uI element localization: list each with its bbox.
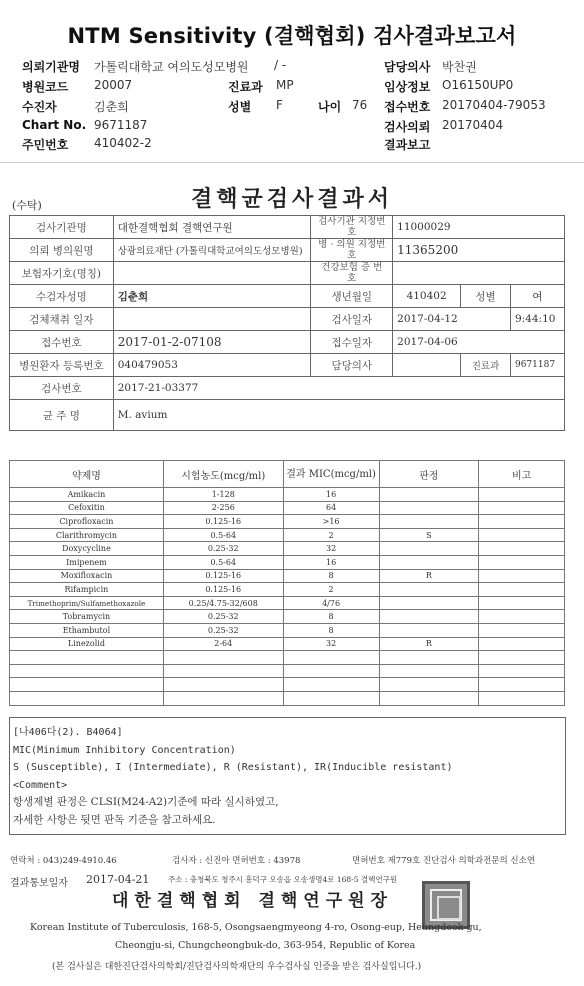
table-row bbox=[10, 637, 565, 651]
sensitivity-cell: Clarithromycin bbox=[10, 528, 164, 542]
info-value: 2017-04-06 bbox=[393, 331, 565, 354]
sensitivity-cell: 0.5-64 bbox=[163, 555, 283, 569]
info-label: 병 · 의원 지정번호 bbox=[311, 239, 393, 262]
sensitivity-cell bbox=[479, 542, 565, 556]
footer-specialist: 면허번호 제779호 진단검사 의학과전문의 신소연 bbox=[352, 856, 536, 866]
header-label: 담당의사 bbox=[384, 60, 431, 74]
table-row bbox=[10, 528, 565, 542]
info-value bbox=[393, 354, 461, 377]
sensitivity-cell: 0.125-16 bbox=[163, 583, 283, 597]
table-row bbox=[10, 664, 565, 678]
info-label: 접수일자 bbox=[311, 331, 393, 354]
header-label: 검사의뢰 bbox=[384, 120, 431, 134]
footer-report-date: 2017-04-21 bbox=[86, 873, 150, 886]
header-label: 병원코드 bbox=[22, 80, 69, 94]
sensitivity-cell: R bbox=[379, 569, 479, 583]
sensitivity-cell: 0.5-64 bbox=[163, 528, 283, 542]
info-label: 검사일자 bbox=[311, 308, 393, 331]
note-line: <Comment> bbox=[13, 779, 68, 791]
note-line: 항생제별 판정은 CLSI(M24-A2)기준에 따라 실시하였고, bbox=[13, 796, 279, 808]
certification-note: (본 검사실은 대한진단검사의학회/진단검사의학재단의 우수검사실 인증을 받은 검사실입니다.) bbox=[52, 962, 422, 972]
sensitivity-cell: Trimethoprim/Sulfamethoxazole bbox=[10, 596, 164, 610]
info-label: 균 주 명 bbox=[10, 400, 114, 431]
note-line: [나406다(2). B4064] bbox=[13, 727, 123, 738]
sensitivity-cell bbox=[479, 596, 565, 610]
sensitivity-cell: Cefoxitin bbox=[10, 501, 164, 515]
scan-title: 결핵균검사결과서 bbox=[190, 186, 394, 212]
sensitivity-cell bbox=[163, 678, 283, 692]
info-label: 보험자기호(명칭) bbox=[10, 262, 114, 285]
header-info bbox=[22, 58, 572, 154]
sensitivity-cell bbox=[479, 651, 565, 665]
sensitivity-cell: 2-256 bbox=[163, 501, 283, 515]
info-value: 9:44:10 bbox=[510, 308, 564, 331]
sensitivity-cell bbox=[163, 691, 283, 705]
info-value: 410402 bbox=[393, 285, 461, 308]
header-label: 결과보고 bbox=[384, 138, 431, 152]
sensitivity-cell bbox=[379, 678, 479, 692]
sensitivity-cell: Moxifloxacin bbox=[10, 569, 164, 583]
sensitivity-cell: 32 bbox=[283, 542, 379, 556]
info-table bbox=[9, 215, 565, 431]
sensitivity-cell: S bbox=[379, 528, 479, 542]
sensitivity-cell: 0.25-32 bbox=[163, 623, 283, 637]
sensitivity-cell: 16 bbox=[283, 488, 379, 502]
sensitivity-cell bbox=[379, 691, 479, 705]
sensitivity-cell bbox=[379, 583, 479, 597]
sensitivity-cell bbox=[379, 651, 479, 665]
info-label: 생년월일 bbox=[311, 285, 393, 308]
institute-name: 대한결핵협회 결핵연구원장 bbox=[112, 891, 393, 911]
sensitivity-cell bbox=[479, 678, 565, 692]
info-label: 담당의사 bbox=[311, 354, 393, 377]
divider bbox=[0, 162, 584, 163]
info-label: 수검자성명 bbox=[10, 285, 114, 308]
sensitivity-cell: 4/76 bbox=[283, 596, 379, 610]
sensitivity-cell: 8 bbox=[283, 569, 379, 583]
info-value: 040479053 bbox=[113, 354, 311, 377]
sensitivity-cell bbox=[379, 542, 479, 556]
info-label: 검사기관 지정번호 bbox=[311, 216, 393, 239]
sensitivity-cell bbox=[379, 610, 479, 624]
report-title: NTM Sensitivity (결핵협회) 검사결과보고서 bbox=[67, 24, 517, 48]
sensitivity-cell bbox=[479, 664, 565, 678]
sensitivity-cell bbox=[10, 691, 164, 705]
scan-stamp: (수탁) bbox=[12, 199, 42, 212]
info-value: M. avium bbox=[113, 400, 564, 431]
table-row bbox=[10, 596, 565, 610]
header-label: Chart No. bbox=[22, 118, 87, 132]
info-label: 병원환자 등록번호 bbox=[10, 354, 114, 377]
sensitivity-cell bbox=[479, 528, 565, 542]
table-row bbox=[10, 691, 565, 705]
sensitivity-cell bbox=[479, 555, 565, 569]
header-label: 임상정보 bbox=[384, 80, 431, 94]
info-value bbox=[113, 262, 311, 285]
table-row bbox=[10, 555, 565, 569]
sensitivity-cell: 2-64 bbox=[163, 637, 283, 651]
header-label: 성별 bbox=[228, 100, 252, 114]
info-label: 건강보험 증 번 호 bbox=[311, 262, 393, 285]
sensitivity-cell bbox=[379, 515, 479, 529]
sensitivity-cell bbox=[479, 583, 565, 597]
sensitivity-cell: 0.125-16 bbox=[163, 569, 283, 583]
sensitivity-cell bbox=[479, 637, 565, 651]
sensitivity-cell bbox=[479, 691, 565, 705]
info-label: 검사번호 bbox=[10, 377, 114, 400]
header-value: 9671187 bbox=[94, 118, 148, 132]
note-line: S (Susceptible), I (Intermediate), R (Resistant), IR(Inducible resistant) bbox=[13, 762, 453, 773]
sensitivity-cell: Ethambutol bbox=[10, 623, 164, 637]
info-value: 11000029 bbox=[393, 216, 565, 239]
table-row bbox=[10, 488, 565, 502]
table-row bbox=[10, 678, 565, 692]
table-row bbox=[10, 583, 565, 597]
sensitivity-cell: 32 bbox=[283, 637, 379, 651]
sensitivity-cell: 64 bbox=[283, 501, 379, 515]
sensitivity-cell bbox=[379, 501, 479, 515]
sensitivity-header-row bbox=[10, 461, 565, 488]
info-value: 2017-21-03377 bbox=[113, 377, 564, 400]
sensitivity-cell bbox=[283, 664, 379, 678]
header-value: 가톨릭대학교 여의도성모병원 bbox=[94, 60, 249, 74]
table-row bbox=[10, 515, 565, 529]
sensitivity-cell bbox=[10, 664, 164, 678]
header-label: 나이 bbox=[318, 100, 342, 114]
sensitivity-cell: Imipenem bbox=[10, 555, 164, 569]
table-row bbox=[10, 610, 565, 624]
footer-contact: 연락처 : 043)249-4910.46 bbox=[10, 856, 117, 866]
sensitivity-header-cell: 비고 bbox=[479, 461, 565, 488]
sensitivity-cell bbox=[163, 651, 283, 665]
header-label: 접수번호 bbox=[384, 100, 431, 114]
sensitivity-cell bbox=[479, 515, 565, 529]
sensitivity-cell: 2 bbox=[283, 528, 379, 542]
info-value: 상광의료재단 (가톨릭대학교여의도성모병원) bbox=[113, 239, 311, 262]
info-label: 검체채취 일자 bbox=[10, 308, 114, 331]
header-value: O16150UP0 bbox=[442, 78, 514, 92]
sensitivity-cell bbox=[379, 555, 479, 569]
sensitivity-cell: Tobramycin bbox=[10, 610, 164, 624]
sensitivity-cell: Rifampicin bbox=[10, 583, 164, 597]
sensitivity-cell: Doxycycline bbox=[10, 542, 164, 556]
header-value: F bbox=[276, 98, 283, 112]
sensitivity-cell: Ciprofloxacin bbox=[10, 515, 164, 529]
header-value: 410402-2 bbox=[94, 136, 152, 150]
sensitivity-cell bbox=[283, 691, 379, 705]
header-value: 20170404-79053 bbox=[442, 98, 546, 112]
sensitivity-cell bbox=[479, 501, 565, 515]
table-row bbox=[10, 569, 565, 583]
info-label: 검사기관명 bbox=[10, 216, 114, 239]
info-value: 11365200 bbox=[393, 239, 565, 262]
sensitivity-header-cell: 판정 bbox=[379, 461, 479, 488]
sensitivity-cell bbox=[479, 488, 565, 502]
header-value: 박찬권 bbox=[442, 60, 477, 74]
sensitivity-cell bbox=[379, 664, 479, 678]
header-value: 76 bbox=[352, 98, 368, 112]
table-row bbox=[10, 501, 565, 515]
sensitivity-cell bbox=[10, 678, 164, 692]
header-label: 진료과 bbox=[228, 80, 263, 94]
sensitivity-cell: 16 bbox=[283, 555, 379, 569]
sensitivity-cell: >16 bbox=[283, 515, 379, 529]
table-row bbox=[10, 623, 565, 637]
info-label: 진료과 bbox=[461, 354, 511, 377]
header-value: 김춘희 bbox=[94, 100, 129, 114]
sensitivity-cell: 1-128 bbox=[163, 488, 283, 502]
info-value bbox=[393, 262, 565, 285]
info-value: 김춘희 bbox=[113, 285, 311, 308]
footer-report-date-label: 결과통보일자 bbox=[10, 878, 68, 889]
sensitivity-cell bbox=[479, 569, 565, 583]
header-value: 20007 bbox=[94, 78, 133, 92]
sensitivity-cell bbox=[479, 610, 565, 624]
header-slash: / - bbox=[274, 58, 287, 72]
sensitivity-cell: 8 bbox=[283, 623, 379, 637]
footer-examiner: 검사자 : 신진아 면허번호 : 43978 bbox=[172, 856, 301, 866]
sensitivity-header-cell: 약제명 bbox=[10, 461, 164, 488]
sensitivity-cell: Linezolid bbox=[10, 637, 164, 651]
info-value: 대한결핵협회 결핵연구원 bbox=[113, 216, 311, 239]
sensitivity-header-cell: 시험농도(mcg/ml) bbox=[163, 461, 283, 488]
header-label: 주민번호 bbox=[22, 138, 69, 152]
institute-english-line1: Korean Institute of Tuberculosis, 168-5, Osongsaengmyeong 4-ro, Osong-eup, Heungdeok-gu, bbox=[30, 922, 482, 933]
info-value bbox=[113, 308, 311, 331]
institute-english-line2: Cheongju-si, Chungcheongbuk-do, 363-954, Republic of Korea bbox=[115, 940, 416, 951]
sensitivity-cell: 0.25-32 bbox=[163, 610, 283, 624]
sensitivity-table bbox=[9, 460, 565, 706]
sensitivity-cell bbox=[283, 651, 379, 665]
note-line: 자세한 사항은 뒷면 판독 기준을 참고하세요. bbox=[13, 813, 216, 826]
info-label: 의뢰 병의원명 bbox=[10, 239, 114, 262]
sensitivity-cell: 0.25-32 bbox=[163, 542, 283, 556]
info-value: 9671187 bbox=[510, 354, 564, 377]
sensitivity-cell bbox=[379, 488, 479, 502]
info-value: 여 bbox=[510, 285, 564, 308]
sensitivity-cell bbox=[379, 623, 479, 637]
notes-box bbox=[9, 717, 566, 835]
sensitivity-cell: 2 bbox=[283, 583, 379, 597]
header-value: 20170404 bbox=[442, 118, 504, 132]
sensitivity-cell: 0.125-16 bbox=[163, 515, 283, 529]
sensitivity-cell: 8 bbox=[283, 610, 379, 624]
info-value: 2017-01-2-07108 bbox=[113, 331, 311, 354]
footer-address: 주소 : 충청북도 청주시 흥덕구 오송읍 오송생명4로 168-5 결핵연구원 bbox=[168, 875, 398, 884]
sensitivity-cell bbox=[10, 651, 164, 665]
sensitivity-cell: R bbox=[379, 637, 479, 651]
header-value: MP bbox=[276, 78, 294, 92]
sensitivity-cell: 0.25/4.75-32/608 bbox=[163, 596, 283, 610]
info-label: 성별 bbox=[461, 285, 511, 308]
note-line: MIC(Minimum Inhibitory Concentration) bbox=[13, 744, 236, 756]
info-value: 2017-04-12 bbox=[393, 308, 511, 331]
header-label: 수진자 bbox=[22, 100, 57, 114]
sensitivity-cell: Amikacin bbox=[10, 488, 164, 502]
sensitivity-cell bbox=[479, 623, 565, 637]
sensitivity-cell bbox=[379, 596, 479, 610]
sensitivity-cell bbox=[283, 678, 379, 692]
sensitivity-cell bbox=[163, 664, 283, 678]
table-row bbox=[10, 651, 565, 665]
header-label: 의뢰기관명 bbox=[22, 60, 80, 74]
sensitivity-header-cell: 결과 MIC(mcg/ml) bbox=[283, 461, 379, 488]
info-label: 접수번호 bbox=[10, 331, 114, 354]
table-row bbox=[10, 542, 565, 556]
